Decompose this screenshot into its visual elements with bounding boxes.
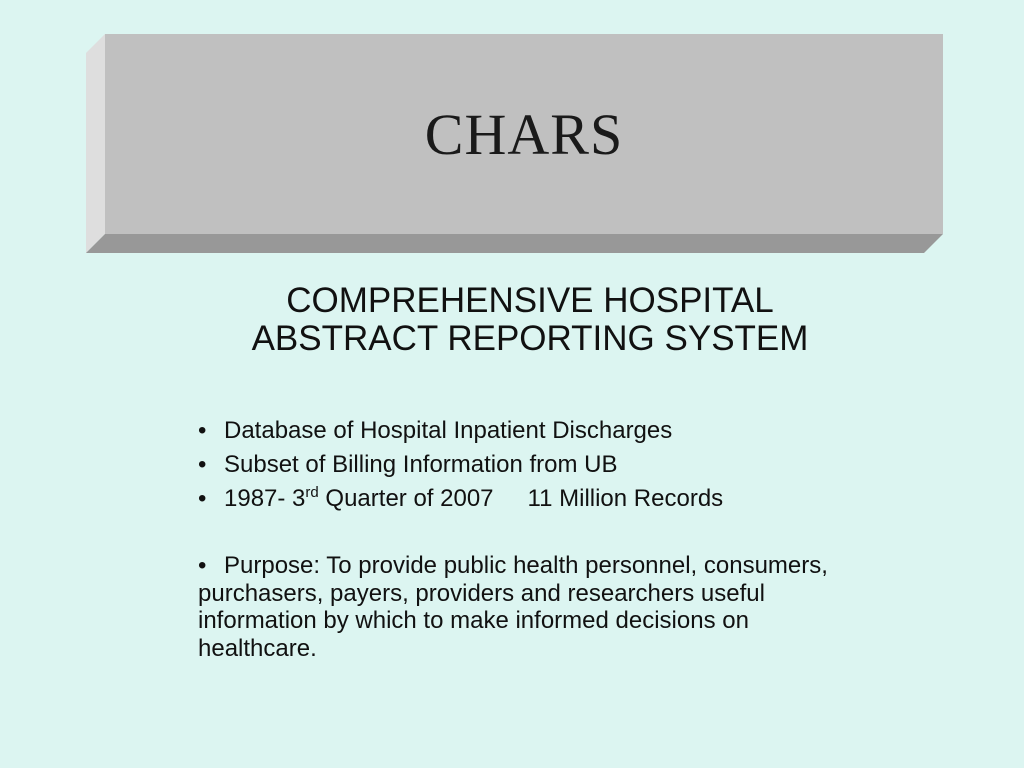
bullet-item-date bbox=[198, 482, 918, 516]
bullet-text: Database of Hospital Inpatient Discharges bbox=[224, 417, 673, 444]
subtitle-line-1: COMPREHENSIVE HOSPITAL bbox=[286, 281, 774, 320]
date-range-text bbox=[224, 482, 494, 516]
purpose-paragraph bbox=[198, 552, 838, 662]
bullet-marker: • bbox=[198, 451, 207, 478]
date-suffix: Quarter of 2007 bbox=[318, 485, 494, 512]
bullet-marker: • bbox=[198, 417, 207, 444]
bullet-list bbox=[198, 414, 918, 516]
title-box-bevel-left bbox=[86, 34, 105, 253]
bullet-item bbox=[198, 448, 918, 482]
ordinal-superscript: rd bbox=[305, 484, 319, 501]
purpose-text: Purpose: To provide public health personnel, consumers, purchasers, payers, providers and researchers useful information by which to make informed decisions on healthcare. bbox=[198, 552, 828, 662]
bullet-marker: • bbox=[198, 552, 207, 579]
record-count: 11 Million Records bbox=[527, 485, 724, 512]
subtitle-line-2: ABSTRACT REPORTING SYSTEM bbox=[251, 319, 809, 358]
title-box-bevel-bottom bbox=[86, 234, 943, 253]
bullet-item bbox=[198, 414, 918, 448]
date-prefix: 1987- 3 bbox=[224, 485, 306, 512]
slide-title: CHARS bbox=[424, 101, 624, 167]
slide-subtitle bbox=[190, 282, 870, 358]
bullet-text: Subset of Billing Information from UB bbox=[224, 451, 618, 478]
title-box bbox=[86, 34, 943, 253]
bullet-marker: • bbox=[198, 485, 207, 512]
